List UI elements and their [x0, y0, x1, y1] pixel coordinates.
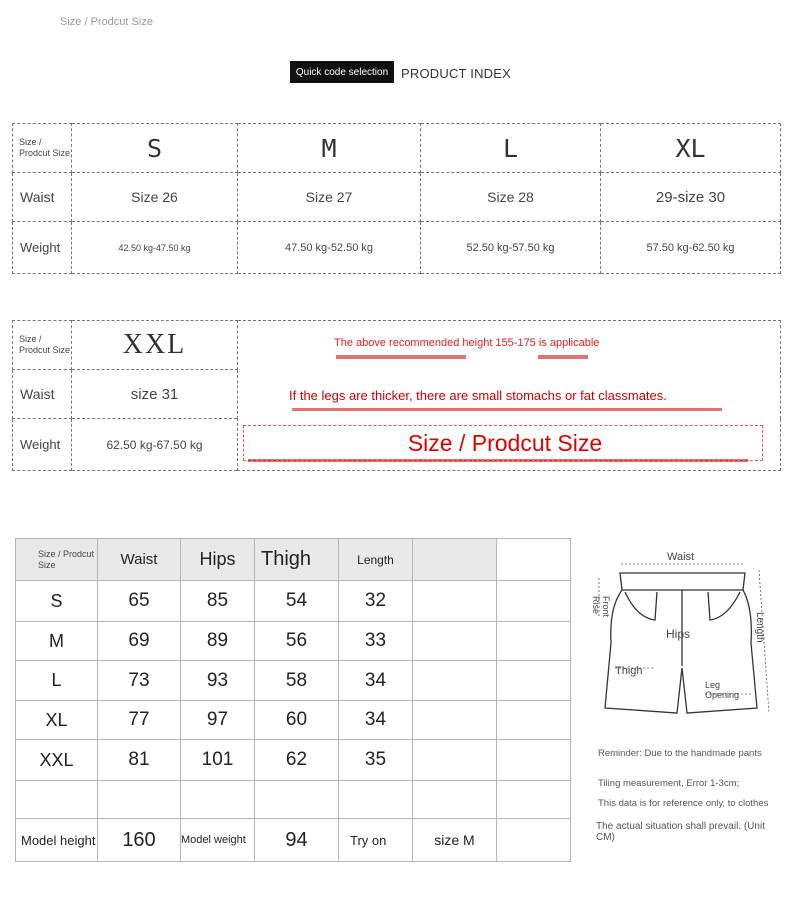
data-cell: 77 [98, 701, 181, 740]
col-header: Hips [181, 539, 255, 581]
data-cell: 97 [181, 701, 255, 740]
shorts-diagram [585, 548, 780, 733]
data-cell [497, 701, 571, 740]
data-cell [413, 581, 497, 622]
reminder-1: Reminder: Due to the handmade pants [598, 748, 762, 759]
weight-value: 62.50 kg-67.50 kg [72, 419, 238, 471]
col-header: Length [339, 539, 413, 581]
size-m-header: M [238, 124, 421, 173]
model-weight-label: Model weight [181, 819, 255, 862]
waist-value: Size 28 [421, 173, 601, 222]
weight-label: Weight [13, 419, 72, 471]
empty-cell [413, 781, 497, 819]
corner-label: Size / Prodcut Size [13, 321, 72, 370]
waist-value: Size 26 [72, 173, 238, 222]
data-cell: 62 [255, 740, 339, 781]
data-cell: 58 [255, 661, 339, 701]
data-cell [413, 740, 497, 781]
col-header: Thigh [255, 539, 339, 581]
size-cell: M [16, 622, 98, 661]
model-height-value: 160 [98, 819, 181, 862]
col-header: Waist [98, 539, 181, 581]
size-s-header: S [72, 124, 238, 173]
size-cell: XL [16, 701, 98, 740]
size-xl-header: XL [601, 124, 781, 173]
size-l-header: L [421, 124, 601, 173]
weight-value: 57.50 kg-62.50 kg [601, 222, 781, 274]
empty-cell [339, 781, 413, 819]
data-cell: 85 [181, 581, 255, 622]
size-table-2 [12, 320, 781, 471]
size-cell: XXL [16, 740, 98, 781]
col-header [497, 539, 571, 581]
col-header [413, 539, 497, 581]
data-cell [497, 740, 571, 781]
data-cell: 32 [339, 581, 413, 622]
data-cell: 65 [98, 581, 181, 622]
data-cell [413, 701, 497, 740]
waist-value: 29-size 30 [601, 173, 781, 222]
weight-value: 47.50 kg-52.50 kg [238, 222, 421, 274]
size-cell: S [16, 581, 98, 622]
empty-cell [255, 781, 339, 819]
data-cell: 73 [98, 661, 181, 701]
legs-note: If the legs are thicker, there are small stomachs or fat classmates. [289, 388, 667, 403]
data-cell: 93 [181, 661, 255, 701]
empty-cell [16, 781, 98, 819]
weight-label: Weight [13, 222, 72, 274]
data-cell: 34 [339, 661, 413, 701]
reminder-4: The actual situation shall prevail. (Unit CM) [596, 821, 765, 843]
data-cell: 54 [255, 581, 339, 622]
breadcrumb: Size / Prodcut Size [60, 16, 153, 28]
leg-opening-label: Leg Opening [705, 680, 740, 700]
page-title: PRODUCT INDEX [401, 66, 511, 81]
size-xxl-header: XXL [72, 321, 238, 370]
data-cell: 33 [339, 622, 413, 661]
weight-value: 42.50 kg-47.50 kg [72, 222, 238, 274]
size-table-1 [12, 123, 781, 274]
data-cell [413, 661, 497, 701]
hips-label: Hips [666, 627, 691, 641]
empty-cell [497, 819, 571, 862]
empty-cell [98, 781, 181, 819]
size-note-box: Size / Prodcut Size [243, 425, 763, 461]
waist-label: Waist [13, 370, 72, 419]
reminder-3: This data is for reference only, to clothes [598, 798, 769, 809]
data-cell [497, 622, 571, 661]
data-cell: 101 [181, 740, 255, 781]
corner-label: Size / Prodcut Size [16, 539, 98, 581]
empty-cell [497, 781, 571, 819]
waist-label: Waist [13, 173, 72, 222]
corner-label: Size / Prodcut Size [13, 124, 72, 173]
model-height-label: Model height [16, 819, 98, 862]
waist-value: size 31 [72, 370, 238, 419]
try-on-label: Try on [339, 819, 413, 862]
data-cell: 34 [339, 701, 413, 740]
waist-label: Waist [667, 551, 695, 563]
size-cell: L [16, 661, 98, 701]
measurement-table [15, 538, 571, 862]
data-cell: 35 [339, 740, 413, 781]
data-cell: 56 [255, 622, 339, 661]
quick-code-badge: Quick code selection [290, 61, 394, 83]
data-cell [497, 661, 571, 701]
data-cell: 89 [181, 622, 255, 661]
data-cell: 81 [98, 740, 181, 781]
data-cell [413, 622, 497, 661]
data-cell [497, 581, 571, 622]
thigh-label: Thigh [615, 665, 643, 677]
try-on-value: size M [413, 819, 497, 862]
front-rise-label: Front Rise [591, 596, 611, 618]
weight-value: 52.50 kg-57.50 kg [421, 222, 601, 274]
data-cell: 69 [98, 622, 181, 661]
length-label: Length [754, 612, 765, 643]
model-weight-value: 94 [255, 819, 339, 862]
height-note: The above recommended height 155-175 is applicable [334, 337, 600, 349]
data-cell: 60 [255, 701, 339, 740]
notes-cell [238, 321, 781, 471]
empty-cell [181, 781, 255, 819]
reminder-2: Tiling measurement, Error 1-3cm; [598, 778, 740, 789]
waist-value: Size 27 [238, 173, 421, 222]
